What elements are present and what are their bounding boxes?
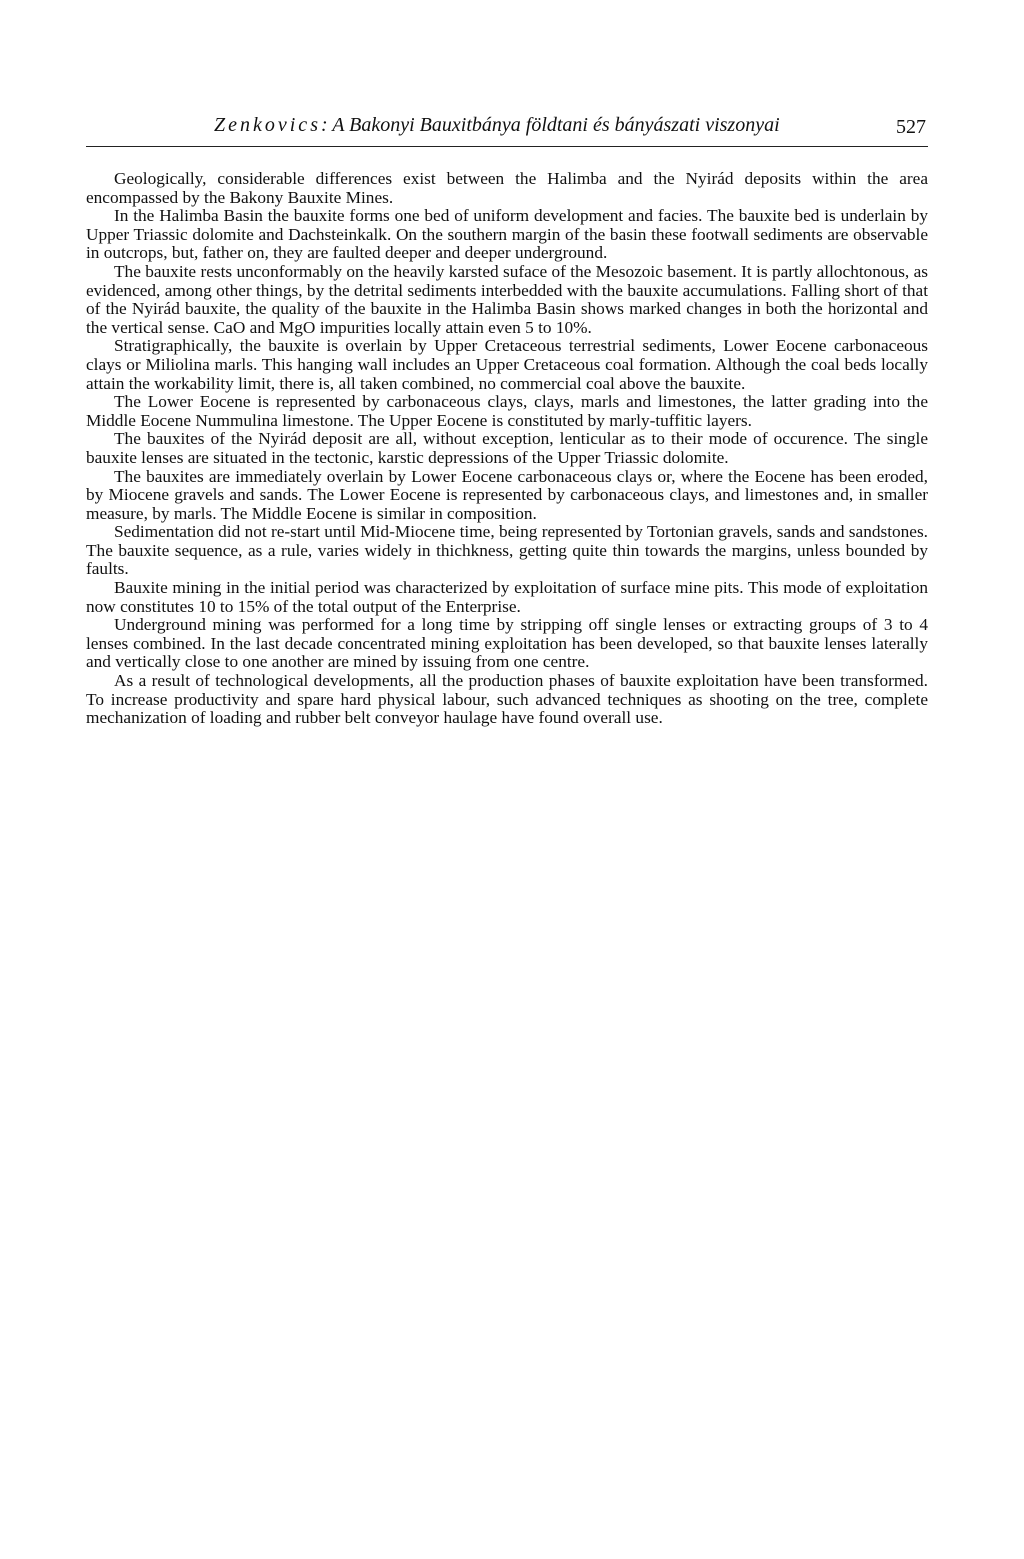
paragraph-11: As a result of technological developments, all the production phases of bauxite exploitation have been transformed. To increase productivity and spare hard physical labour, such advanced techniques as shooting on the tree, complete mechanization of loading and rubber belt conveyor haulage have found overall use. bbox=[86, 671, 928, 728]
page-number: 527 bbox=[896, 116, 926, 138]
paragraph-2: In the Halimba Basin the bauxite forms one bed of uniform development and facies. The bauxite bed is underlain by Upper Triassic dolomite and Dachsteinkalk. On the southern margin of the basin these footwall sediments are observable in outcrops, but, father on, they are faulted deeper and deeper underground. bbox=[86, 206, 928, 263]
header-author: Zenkovics bbox=[214, 114, 321, 136]
paragraph-10: Underground mining was performed for a long time by stripping off single lenses or extracting groups of 3 to 4 lenses combined. In the last decade concentrated mining exploitation has been developed, so that bauxite lenses laterally and vertically close to one another are mined by issuing from one centre. bbox=[86, 615, 928, 672]
paragraph-5: The Lower Eocene is represented by carbonaceous clays, clays, marls and limestones, the latter grading into the Middle Eocene Nummulina limestone. The Upper Eocene is constituted by marly-tuffitic layers. bbox=[86, 392, 928, 430]
paragraph-8: Sedimentation did not re-start until Mid-Miocene time, being represented by Tortonian gravels, sands and sandstones. The bauxite sequence, as a rule, varies widely in thichkness, getting quite thin towards the margins, unless bounded by faults. bbox=[86, 522, 928, 579]
paragraph-4: Stratigraphically, the bauxite is overlain by Upper Cretaceous terrestrial sediments, Lower Eocene carbonaceous clays or Miliolina marls. This hanging wall includes an Upper Cretaceous coal formation. Although the coal beds locally attain the workability limit, there is, all taken combined, no commercial coal above the bauxite. bbox=[86, 336, 928, 393]
header-title: A Bakonyi Bauxitbánya földtani és bányászati viszonyai bbox=[332, 114, 780, 136]
paragraph-7: The bauxites are immediately overlain by Lower Eocene carbonaceous clays or, where the Eocene has been eroded, by Miocene gravels and sands. The Lower Eocene is represented by carbonaceous clays, and limestones and, in smaller measure, by marls. The Middle Eocene is similar in composition. bbox=[86, 466, 928, 523]
running-title bbox=[214, 114, 780, 137]
paragraph-1: Geologically, considerable differences exist between the Halimba and the Nyirád deposits within the area encompassed by the Bakony Bauxite Mines. bbox=[86, 169, 928, 207]
header-separator: : bbox=[320, 114, 333, 136]
body-text bbox=[86, 170, 928, 728]
paragraph-3: The bauxite rests unconformably on the heavily karsted suface of the Mesozoic basement. It is partly allochtonous, as evidenced, among other things, by the detrital sediments interbedded with the bauxite accumulations. Falling short of that of the Nyirád bauxite, the quality of the bauxite in the Halimba Basin shows marked changes in both the horizontal and the vertical sense. CaO and MgO impurities locally attain even 5 to 10%. bbox=[86, 261, 928, 337]
paragraph-9: Bauxite mining in the initial period was characterized by exploitation of surface mine pits. This mode of exploitation now constitutes 10 to 15% of the total output of the Enterprise. bbox=[86, 578, 928, 616]
running-header bbox=[86, 112, 928, 147]
paragraph-6: The bauxites of the Nyirád deposit are all, without exception, lenticular as to their mode of occurence. The single bauxite lenses are situated in the tectonic, karstic depressions of the Upper Triassic dolomite. bbox=[86, 429, 928, 467]
